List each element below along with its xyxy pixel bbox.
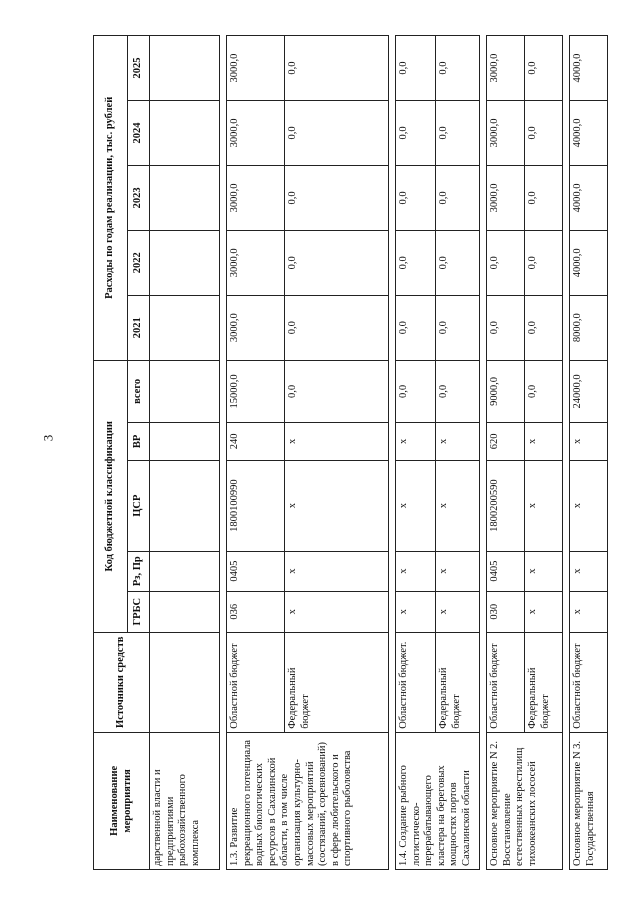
budget-table-container [93, 35, 596, 870]
cell-grbs: x [525, 591, 563, 632]
cell-vr: x [570, 423, 608, 460]
cell-grbs: x [570, 591, 608, 632]
cell-2025: 3000,0 [227, 36, 285, 101]
cell-vr: x [525, 423, 563, 460]
header-rz-pr: Рз, Пр [128, 551, 150, 591]
header-vr: ВР [128, 423, 150, 460]
cell-2023: 0,0 [525, 165, 563, 230]
cell-grbs: 036 [227, 591, 285, 632]
page-number: 3 [40, 434, 56, 442]
header-csr: ЦСР [128, 460, 150, 551]
cell-csr: 1800100990 [227, 460, 285, 551]
cell-csr: x [396, 460, 436, 551]
cell-2024: 3000,0 [227, 101, 285, 166]
cell-2022: 0,0 [396, 230, 436, 295]
cell-csr: x [570, 460, 608, 551]
cell-2025: 0,0 [285, 36, 389, 101]
cell-2025: 0,0 [525, 36, 563, 101]
cell-total: 24000,0 [570, 360, 608, 422]
cell-rz: 0405 [487, 551, 525, 591]
cell-2025: 3000,0 [487, 36, 525, 101]
header-grbs: ГРБС [128, 591, 150, 632]
cell-name: Основное мероприятие N 3. Государственная [570, 732, 608, 869]
header-expenses: Расходы по годам реализации, тыс. рублей [94, 36, 128, 361]
cell-source: Областной бюджет [570, 632, 608, 732]
cell-2024: 0,0 [396, 101, 436, 166]
cell-2024: 3000,0 [487, 101, 525, 166]
cell-total: 0,0 [525, 360, 563, 422]
cell-name: 1.3. Развитие рекреационного потенциала водных биологических ресурсов в Сахалинской области, в том числе организация культурно-массовых мероприятий (состязаний, соревнований) в сфере любительского и спортивного рыболовства [227, 732, 389, 869]
cell-2023: 3000,0 [227, 165, 285, 230]
cell-2021: 0,0 [396, 295, 436, 360]
rotated-page [93, 35, 596, 870]
cell-2021: 8000,0 [570, 295, 608, 360]
cell-2021: 0,0 [525, 295, 563, 360]
cell-total: 0,0 [436, 360, 480, 422]
table-row [150, 36, 220, 870]
header-name: Наименование мероприятия [94, 732, 150, 869]
cell-2023: 4000,0 [570, 165, 608, 230]
cell-rz: x [396, 551, 436, 591]
cell-source: Федеральный бюджет [436, 632, 480, 732]
cell-source: Областной бюджет [487, 632, 525, 732]
header-budget-code: Код бюджетной классификации [94, 360, 128, 632]
cell-total: 0,0 [396, 360, 436, 422]
table-row [396, 36, 436, 870]
budget-table [93, 35, 608, 870]
cell-vr: x [396, 423, 436, 460]
header-2025: 2025 [128, 36, 150, 101]
cell-total: 9000,0 [487, 360, 525, 422]
cell-grbs: x [285, 591, 389, 632]
cell-vr: 620 [487, 423, 525, 460]
cell-vr: x [285, 423, 389, 460]
cell-csr: x [285, 460, 389, 551]
cell-rz: x [436, 551, 480, 591]
cell-2021: 0,0 [436, 295, 480, 360]
cell-rz: x [570, 551, 608, 591]
cell-2022: 0,0 [436, 230, 480, 295]
table-row [487, 36, 525, 870]
header-total: всего [128, 360, 150, 422]
cell-2024: 0,0 [525, 101, 563, 166]
cell-source: Федеральный бюджет [525, 632, 563, 732]
cell-2022: 4000,0 [570, 230, 608, 295]
cell-total: 0,0 [285, 360, 389, 422]
cell-source: Областной бюджет. [396, 632, 436, 732]
cell-csr: x [436, 460, 480, 551]
cell-grbs: x [396, 591, 436, 632]
cell-name: Основное мероприятие N 2. Восстановление естественных нерестилищ тихоокеанских лососей [487, 732, 563, 869]
header-2022: 2022 [128, 230, 150, 295]
cell-rz: x [285, 551, 389, 591]
header-source: Источники средств [94, 632, 150, 732]
cell-2025: 0,0 [436, 36, 480, 101]
cell-rz: 0405 [227, 551, 285, 591]
cell-2021: 0,0 [487, 295, 525, 360]
cell-2023: 0,0 [396, 165, 436, 230]
cell-rz: x [525, 551, 563, 591]
cell-csr: 1800200590 [487, 460, 525, 551]
cell-csr: x [525, 460, 563, 551]
cell-2024: 4000,0 [570, 101, 608, 166]
cell-2022: 0,0 [285, 230, 389, 295]
cell-2021: 0,0 [285, 295, 389, 360]
cell-2022: 0,0 [487, 230, 525, 295]
cell-2024: 0,0 [436, 101, 480, 166]
table-row [227, 36, 285, 870]
cell-name: дарственной власти и предприятиями рыбохозяйственного комплекса [150, 732, 220, 869]
cell-2023: 0,0 [436, 165, 480, 230]
cell-2023: 0,0 [285, 165, 389, 230]
header-2021: 2021 [128, 295, 150, 360]
cell-2024: 0,0 [285, 101, 389, 166]
cell-grbs: 030 [487, 591, 525, 632]
cell-2023: 3000,0 [487, 165, 525, 230]
cell-vr: x [436, 423, 480, 460]
header-2023: 2023 [128, 165, 150, 230]
cell-2025: 4000,0 [570, 36, 608, 101]
cell-2022: 0,0 [525, 230, 563, 295]
cell-total: 15000,0 [227, 360, 285, 422]
cell-vr: 240 [227, 423, 285, 460]
cell-source: Областной бюджет [227, 632, 285, 732]
cell-2021: 3000,0 [227, 295, 285, 360]
cell-2022: 3000,0 [227, 230, 285, 295]
cell-grbs: x [436, 591, 480, 632]
cell-name: 1.4. Создание рыбного логистическо-перерабатывающего кластера на береговых мощностях портов Сахалинской области [396, 732, 480, 869]
table-row [570, 36, 608, 870]
cell-2025: 0,0 [396, 36, 436, 101]
cell-source: Федеральный бюджет [285, 632, 389, 732]
header-2024: 2024 [128, 101, 150, 166]
